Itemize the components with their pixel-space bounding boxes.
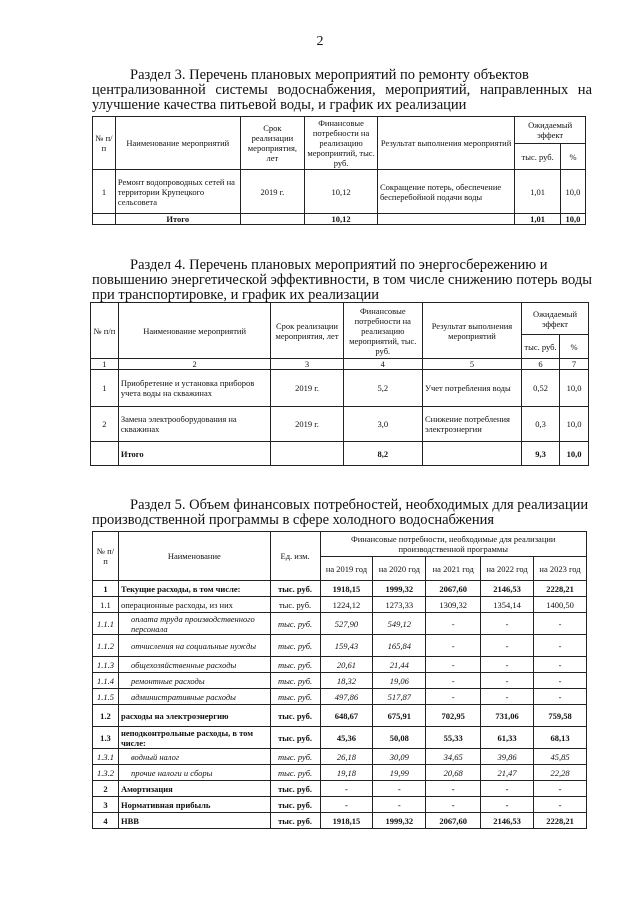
s5-row-name: административные расходы xyxy=(118,689,270,705)
s5-row-value: 39,86 xyxy=(481,749,534,765)
s4-row-period: 2019 г. xyxy=(271,407,343,442)
s5-header-year: на 2019 год xyxy=(320,557,373,581)
s5-row-value: 18,32 xyxy=(320,673,373,689)
s5-row-num: 1.1 xyxy=(93,597,119,613)
s5-row-name: Нормативная прибыль xyxy=(118,797,270,813)
s4-header-result: Результат выполнения мероприятий xyxy=(422,303,521,359)
s3-header-num: № п/ п xyxy=(93,117,116,170)
s4-total-eff-pct: 10,0 xyxy=(560,442,589,466)
s5-row-value: 648,67 xyxy=(320,705,373,727)
s5-row-value: 45,36 xyxy=(320,727,373,749)
s5-row-value: 1918,15 xyxy=(320,581,373,597)
s5-row-num: 1.1.2 xyxy=(93,635,119,657)
s4-colnum: 3 xyxy=(271,359,343,370)
s5-row-name: водный налог xyxy=(118,749,270,765)
table-row xyxy=(93,797,587,813)
table-row-total xyxy=(91,442,589,466)
s3-row-period: 2019 г. xyxy=(240,170,304,214)
s5-row-value: 61,33 xyxy=(481,727,534,749)
s5-header-unit: Ед. изм. xyxy=(270,532,320,581)
section3-heading-rest: централизованной системы водоснабжения, мероприятий, направленных на улучшение качества питьевой воды, и график их реализации xyxy=(92,82,592,113)
s4-row-eff-rub: 0,52 xyxy=(521,370,559,407)
s5-row-value: 1999,32 xyxy=(373,813,426,829)
s5-row-name: ремонтные расходы xyxy=(118,673,270,689)
table-row xyxy=(93,705,587,727)
s5-row-value: - xyxy=(320,797,373,813)
s5-row-value: - xyxy=(426,673,481,689)
s5-row-value: 527,90 xyxy=(320,613,373,635)
s4-header-period: Срок реализации мероприятия, лет xyxy=(271,303,343,359)
s5-row-value: - xyxy=(534,797,587,813)
s5-row-value: - xyxy=(481,673,534,689)
section4-table xyxy=(90,302,589,466)
s4-colnum: 5 xyxy=(422,359,521,370)
s5-row-value: 2228,21 xyxy=(534,813,587,829)
s5-row-num: 1.3.1 xyxy=(93,749,119,765)
s5-row-name: неподконтрольные расходы, в том числе: xyxy=(118,727,270,749)
s5-header-name: Наименование xyxy=(118,532,270,581)
column-number-row xyxy=(91,359,589,370)
s5-row-value: 2228,21 xyxy=(534,581,587,597)
s5-row-unit: тыс. руб. xyxy=(270,813,320,829)
s5-row-value: - xyxy=(481,797,534,813)
s5-header-num: № п/п xyxy=(93,532,119,581)
s5-row-value: 2146,53 xyxy=(481,813,534,829)
s5-row-value: 30,09 xyxy=(373,749,426,765)
table-row xyxy=(93,689,587,705)
s5-row-value: 68,13 xyxy=(534,727,587,749)
s5-row-num: 1.1.5 xyxy=(93,689,119,705)
s5-row-value: - xyxy=(481,781,534,797)
table-row xyxy=(93,581,587,597)
s4-row-finance: 3,0 xyxy=(343,407,422,442)
s5-row-num: 1.2 xyxy=(93,705,119,727)
s3-row-num: 1 xyxy=(93,170,116,214)
s5-row-unit: тыс. руб. xyxy=(270,765,320,781)
s5-row-unit: тыс. руб. xyxy=(270,581,320,597)
s5-row-value: - xyxy=(534,657,587,673)
s5-header-year: на 2023 год xyxy=(534,557,587,581)
s5-row-unit: тыс. руб. xyxy=(270,657,320,673)
s4-row-finance: 5,2 xyxy=(343,370,422,407)
s5-row-value: 20,61 xyxy=(320,657,373,673)
table-row xyxy=(93,765,587,781)
s3-header-name: Наименование мероприятий xyxy=(115,117,240,170)
s4-total-finance: 8,2 xyxy=(343,442,422,466)
s5-row-unit: тыс. руб. xyxy=(270,797,320,813)
s4-row-name: Приобретение и установка приборов учета воды на скважинах xyxy=(118,370,271,407)
s5-row-value: 19,99 xyxy=(373,765,426,781)
s5-row-num: 2 xyxy=(93,781,119,797)
s5-row-value: 2067,60 xyxy=(426,581,481,597)
s4-colnum: 2 xyxy=(118,359,271,370)
section4-heading-line1: Раздел 4. Перечень плановых мероприятий по энергосбережению и xyxy=(130,257,548,273)
s5-row-value: 1273,33 xyxy=(373,597,426,613)
table-row xyxy=(93,170,586,214)
s5-row-value: 159,43 xyxy=(320,635,373,657)
s5-row-value: - xyxy=(426,689,481,705)
s4-row-eff-pct: 10,0 xyxy=(560,407,589,442)
s5-row-num: 3 xyxy=(93,797,119,813)
s3-header-period: Срок реализации мероприятия, лет xyxy=(240,117,304,170)
s5-row-value: 2067,60 xyxy=(426,813,481,829)
s3-header-finance: Финансовые потребности на реализацию мероприятий, тыс. руб. xyxy=(305,117,378,170)
s3-row-result: Сокращение потерь, обеспечение бесперебойной подачи воды xyxy=(377,170,514,214)
s3-row-eff-pct: 10,0 xyxy=(560,170,585,214)
s4-colnum: 4 xyxy=(343,359,422,370)
s5-row-name: Амортизация xyxy=(118,781,270,797)
s5-row-value: - xyxy=(534,781,587,797)
section3-heading xyxy=(92,68,592,113)
s5-header-year: на 2020 год xyxy=(373,557,426,581)
s4-row-result: Учет потребления воды xyxy=(422,370,521,407)
s5-row-num: 4 xyxy=(93,813,119,829)
s5-row-num: 1.3.2 xyxy=(93,765,119,781)
s3-total-label: Итого xyxy=(115,214,240,225)
s5-row-value: - xyxy=(481,635,534,657)
table-row xyxy=(91,407,589,442)
s5-row-value: 731,06 xyxy=(481,705,534,727)
s5-row-value: 22,28 xyxy=(534,765,587,781)
table-row xyxy=(93,613,587,635)
s5-row-value: - xyxy=(373,781,426,797)
s5-row-value: 21,47 xyxy=(481,765,534,781)
s4-header-name: Наименование мероприятий xyxy=(118,303,271,359)
s5-row-value: - xyxy=(426,781,481,797)
section4-heading-rest: повышению энергетической эффективности, в том числе снижению потерь воды при транспортировке, и график их реализации xyxy=(92,272,592,303)
s3-header-unit-rub: тыс. руб. xyxy=(515,144,561,170)
s5-row-name: НВВ xyxy=(118,813,270,829)
section3-heading-line1: Раздел 3. Перечень плановых мероприятий по ремонту объектов xyxy=(130,67,529,83)
s3-total-finance: 10,12 xyxy=(305,214,378,225)
s5-row-unit: тыс. руб. xyxy=(270,705,320,727)
table-row xyxy=(93,813,587,829)
s5-header-year: на 2022 год xyxy=(481,557,534,581)
s5-row-value: 19,18 xyxy=(320,765,373,781)
table-row xyxy=(93,749,587,765)
s5-row-name: операционные расходы, из них xyxy=(118,597,270,613)
s5-row-value: 759,58 xyxy=(534,705,587,727)
section5-heading-line1: Раздел 5. Объем финансовых потребностей, необходимых для реализации xyxy=(130,497,589,513)
s5-row-value: - xyxy=(534,689,587,705)
s5-row-unit: тыс. руб. xyxy=(270,689,320,705)
s5-row-num: 1.3 xyxy=(93,727,119,749)
s3-header-result: Результат выполнения мероприятий xyxy=(377,117,514,170)
s4-colnum: 6 xyxy=(521,359,559,370)
s4-colnum: 1 xyxy=(91,359,119,370)
section4-heading xyxy=(92,258,592,303)
s4-row-num: 2 xyxy=(91,407,119,442)
s5-row-value: - xyxy=(426,613,481,635)
s5-row-value: - xyxy=(426,797,481,813)
s5-row-value: 50,08 xyxy=(373,727,426,749)
table-row xyxy=(93,781,587,797)
s5-row-value: 20,68 xyxy=(426,765,481,781)
s5-row-num: 1.1.3 xyxy=(93,657,119,673)
s5-row-value: - xyxy=(534,673,587,689)
s5-row-unit: тыс. руб. xyxy=(270,727,320,749)
s5-row-unit: тыс. руб. xyxy=(270,597,320,613)
s5-row-value: - xyxy=(320,781,373,797)
table-row xyxy=(93,657,587,673)
s4-header-finance: Финансовые потребности на реализацию мероприятий, тыс. руб. xyxy=(343,303,422,359)
s5-row-value: 19,06 xyxy=(373,673,426,689)
s5-row-value: 1309,32 xyxy=(426,597,481,613)
s5-row-value: 1224,12 xyxy=(320,597,373,613)
s5-row-value: 702,95 xyxy=(426,705,481,727)
s5-row-value: 1999,32 xyxy=(373,581,426,597)
table-row xyxy=(91,370,589,407)
page-number: 2 xyxy=(316,34,324,49)
s5-row-value: 549,12 xyxy=(373,613,426,635)
s4-row-num: 1 xyxy=(91,370,119,407)
s5-row-unit: тыс. руб. xyxy=(270,635,320,657)
table-row xyxy=(93,597,587,613)
s5-row-value: 26,18 xyxy=(320,749,373,765)
s5-row-name: расходы на электроэнергию xyxy=(118,705,270,727)
s5-row-value: - xyxy=(534,635,587,657)
s4-row-eff-rub: 0,3 xyxy=(521,407,559,442)
s3-header-effect: Ожидаемый эффект xyxy=(515,117,586,144)
s5-row-unit: тыс. руб. xyxy=(270,781,320,797)
s5-row-value: 45,85 xyxy=(534,749,587,765)
s5-row-value: 34,65 xyxy=(426,749,481,765)
section5-heading-rest: производственной программы в сфере холодного водоснабжения xyxy=(92,512,495,528)
table-row xyxy=(93,635,587,657)
section5-heading xyxy=(92,498,592,528)
s4-row-result: Снижение потребления электроэнергии xyxy=(422,407,521,442)
s4-total-label: Итого xyxy=(118,442,271,466)
s4-header-unit-pct: % xyxy=(560,335,589,359)
s5-row-unit: тыс. руб. xyxy=(270,673,320,689)
table-row xyxy=(93,673,587,689)
s5-row-num: 1.1.1 xyxy=(93,613,119,635)
s5-row-value: - xyxy=(373,797,426,813)
s3-row-eff-rub: 1,01 xyxy=(515,170,561,214)
s5-row-num: 1.1.4 xyxy=(93,673,119,689)
s5-header-finance: Финансовые потребности, необходимые для реализации производственной программы xyxy=(320,532,587,557)
s3-header-unit-pct: % xyxy=(560,144,585,170)
s5-row-value: 21,44 xyxy=(373,657,426,673)
s5-row-value: 1354,14 xyxy=(481,597,534,613)
s5-row-name: прочие налоги и сборы xyxy=(118,765,270,781)
s5-row-value: 55,33 xyxy=(426,727,481,749)
s4-header-num: № п/п xyxy=(91,303,119,359)
s5-row-value: - xyxy=(481,689,534,705)
s4-row-period: 2019 г. xyxy=(271,370,343,407)
s5-row-unit: тыс. руб. xyxy=(270,749,320,765)
s5-row-value: 1400,50 xyxy=(534,597,587,613)
s5-row-value: 1918,15 xyxy=(320,813,373,829)
s3-total-eff-rub: 1,01 xyxy=(515,214,561,225)
s5-row-unit: тыс. руб. xyxy=(270,613,320,635)
s4-header-effect: Ожидаемый эффект xyxy=(521,303,588,335)
s5-row-value: 517,87 xyxy=(373,689,426,705)
s5-row-value: 165,84 xyxy=(373,635,426,657)
s5-row-name: отчисления на социальные нужды xyxy=(118,635,270,657)
s5-row-value: - xyxy=(426,657,481,673)
s5-row-value: - xyxy=(481,613,534,635)
s5-row-value: - xyxy=(534,613,587,635)
s5-row-name: Текущие расходы, в том числе: xyxy=(118,581,270,597)
section3-table xyxy=(92,116,586,225)
s5-header-year: на 2021 год xyxy=(426,557,481,581)
s3-row-finance: 10,12 xyxy=(305,170,378,214)
s5-row-num: 1 xyxy=(93,581,119,597)
table-row-total xyxy=(93,214,586,225)
s5-row-value: 675,91 xyxy=(373,705,426,727)
s4-colnum: 7 xyxy=(560,359,589,370)
s4-row-eff-pct: 10,0 xyxy=(560,370,589,407)
s5-row-name: оплата труда производственного персонала xyxy=(118,613,270,635)
s5-row-value: - xyxy=(481,657,534,673)
s3-total-eff-pct: 10,0 xyxy=(560,214,585,225)
table-row xyxy=(93,727,587,749)
s4-row-name: Замена электрооборудования на скважинах xyxy=(118,407,271,442)
s5-row-value: 2146,53 xyxy=(481,581,534,597)
section5-table xyxy=(92,531,587,829)
s5-row-name: общехозяйственные расходы xyxy=(118,657,270,673)
s4-total-eff-rub: 9,3 xyxy=(521,442,559,466)
s5-row-value: - xyxy=(426,635,481,657)
s4-header-unit-rub: тыс. руб. xyxy=(521,335,559,359)
s3-row-name: Ремонт водопроводных сетей на территории Крупецкого сельсовета xyxy=(115,170,240,214)
s5-row-value: 497,86 xyxy=(320,689,373,705)
